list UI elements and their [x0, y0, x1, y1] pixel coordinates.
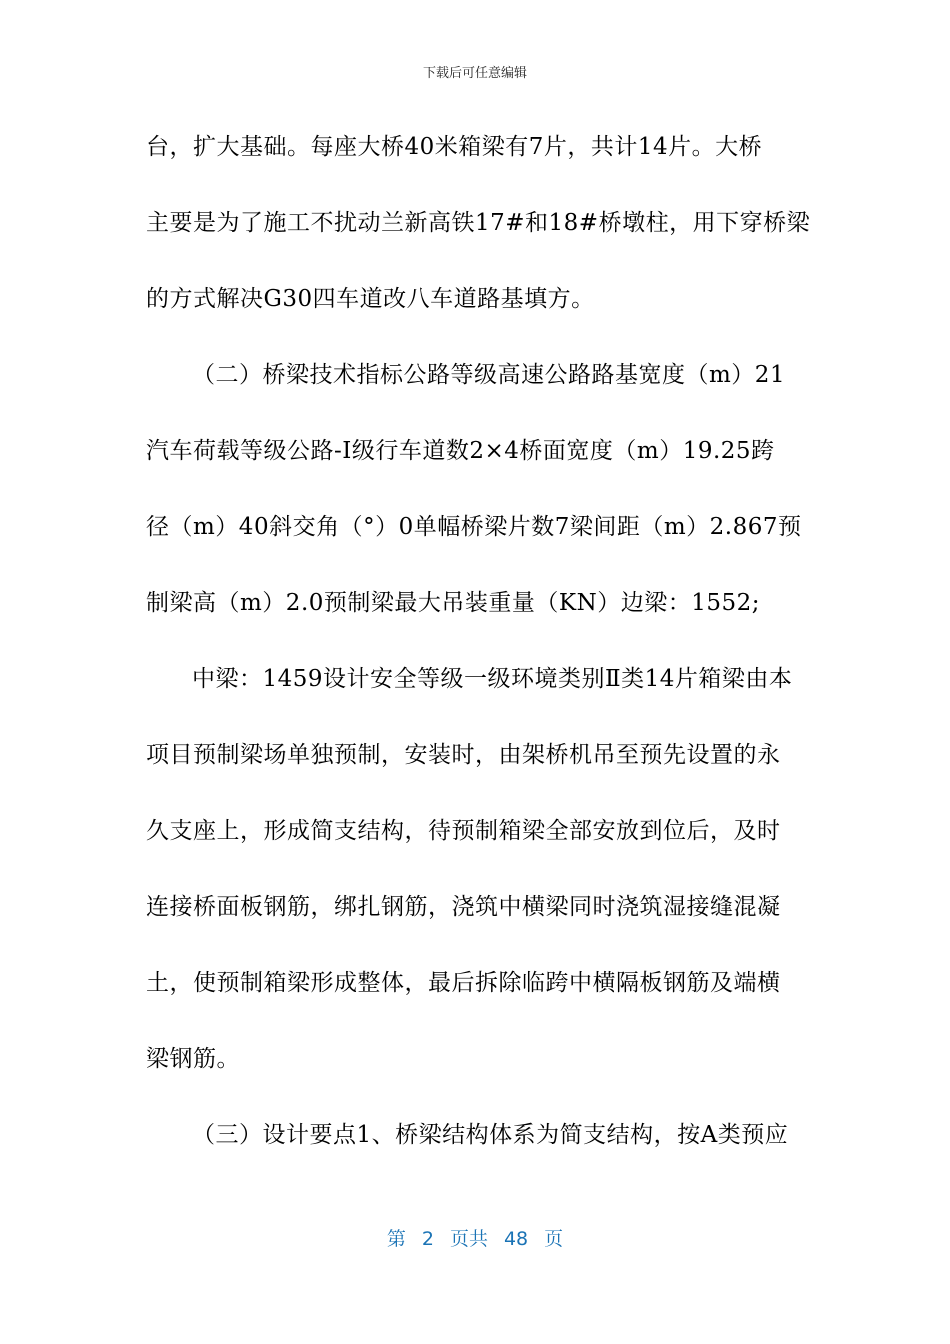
text-line: （二）桥梁技术指标公路等级高速公路路基宽度（m）21: [192, 362, 786, 388]
total-page-count: 48: [503, 1228, 529, 1250]
footer-suffix: 页: [544, 1228, 564, 1250]
text-line: 的方式解决G30四车道改八车道路基填方。: [146, 286, 595, 312]
page-footer: [0, 1225, 950, 1253]
document-body: [146, 124, 811, 1188]
footer-middle: 页共: [449, 1228, 488, 1250]
text-line: 汽车荷载等级公路-Ⅰ级行车道数2×4桥面宽度（m）19.25跨: [146, 438, 775, 464]
text-line: （三）设计要点1、桥梁结构体系为简支结构，按A类预应: [192, 1122, 789, 1148]
text-line: 项目预制梁场单独预制，安装时，由架桥机吊至预先设置的永: [146, 742, 781, 768]
text-line: 土，使预制箱梁形成整体，最后拆除临跨中横隔板钢筋及端横: [146, 970, 781, 996]
text-line: 久支座上，形成简支结构，待预制箱梁全部安放到位后，及时: [146, 818, 781, 844]
page-header-note: 下载后可任意编辑: [422, 66, 527, 81]
text-line: 径（m）40斜交角（°）0单幅桥梁片数7梁间距（m）2.867预: [146, 514, 802, 540]
footer-prefix: 第: [386, 1228, 406, 1250]
text-line: 中梁：1459设计安全等级一级环境类别Ⅱ类14片箱梁由本: [192, 666, 793, 692]
text-line: 连接桥面板钢筋，绑扎钢筋，浇筑中横梁同时浇筑湿接缝混凝: [146, 894, 781, 920]
current-page-number: 2: [421, 1228, 434, 1250]
text-line: 台，扩大基础。每座大桥40米箱梁有7片，共计14片。大桥: [146, 134, 763, 160]
text-line: 主要是为了施工不扰动兰新高铁17#和18#桥墩柱，用下穿桥梁: [146, 210, 811, 236]
text-line: 梁钢筋。: [146, 1046, 240, 1072]
text-line: 制梁高（m）2.0预制梁最大吊装重量（KN）边梁：1552;: [146, 590, 760, 616]
